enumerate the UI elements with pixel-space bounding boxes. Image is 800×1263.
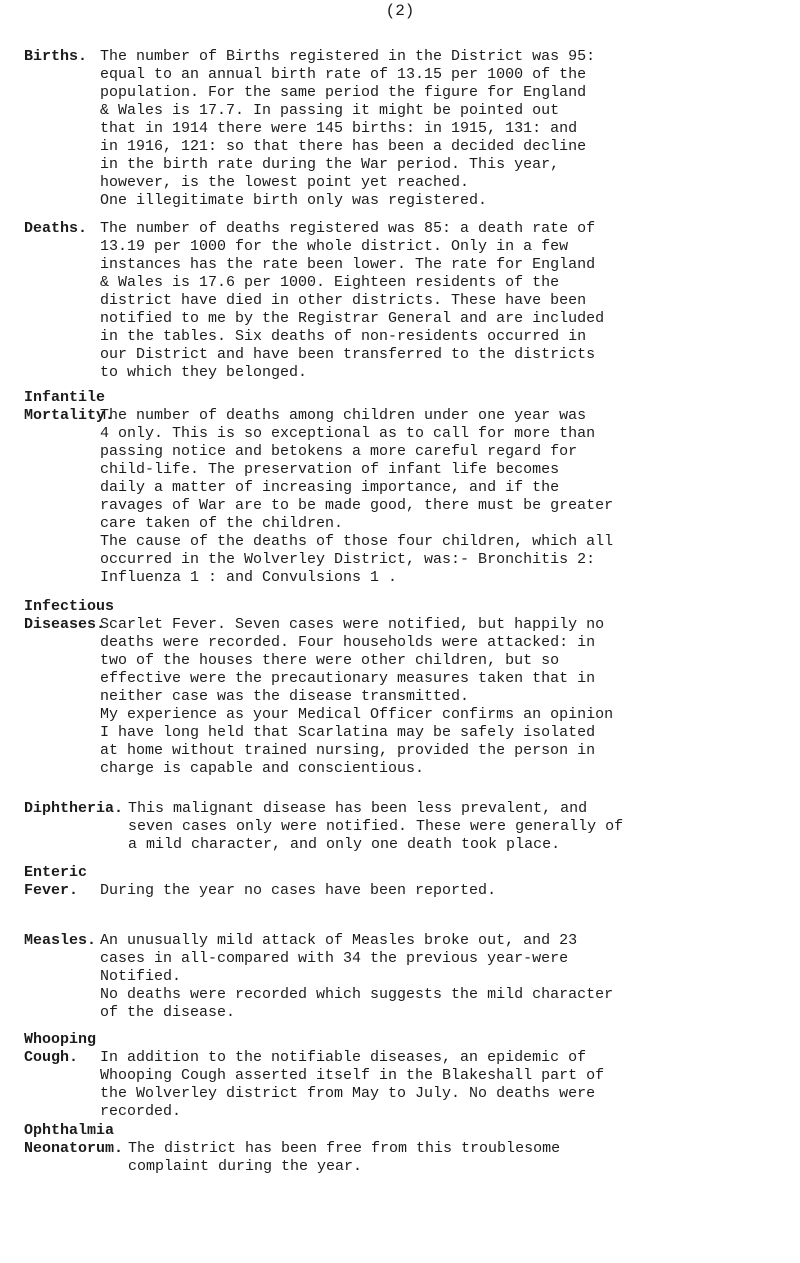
- section-text: An unusually mild attack of Measles broke out, and 23 cases in all-compared with 34 the previous year-were Notified. No deaths were recorded which suggests the mild character of the disease.: [100, 932, 614, 1021]
- section-label: Infectious Diseases.: [24, 598, 115, 633]
- page-number: (2): [385, 2, 415, 20]
- section-text: The number of deaths registered was 85: a death rate of 13.19 per 1000 for the whole district. Only in a few instances has the rate been lower. The rate for England & Wales is 17.6 per 1000. Eighteen residents of the district have died in other districts. These have been notified to me by the Registrar General and are included in the tables. Six deaths of non-residents occurred in our District and have been transferred to the districts to which they belonged.: [100, 220, 605, 381]
- section-text: The number of Births registered in the District was 95: equal to an annual birth rate of 13.15 per 1000 of the population. For the same period the figure for England & Wales is 17.7. In passing it might be pointed out that in 1914 there were 145 births: in 1915, 131: and in 1916, 121: so that there has been a decided decline in the birth rate during the War period. This year, however, is the lowest point yet reached. One illegitimate birth only was registered.: [100, 48, 596, 209]
- section-text: In addition to the notifiable diseases, an epidemic of Whooping Cough asserted itself in the Blakeshall part of the Wolverley district from May to July. No deaths were recorded.: [100, 1049, 605, 1120]
- section-text: The district has been free from this troublesome complaint during the year.: [128, 1140, 561, 1175]
- section-label: Births.: [24, 48, 88, 65]
- section-label: Whooping Cough.: [24, 1031, 97, 1066]
- section-text: During the year no cases have been reported.: [100, 882, 497, 899]
- section-label: Measles.: [24, 932, 97, 949]
- section-label: Deaths.: [24, 220, 88, 237]
- section-text: The number of deaths among children under one year was 4 only. This is so exceptional as to call for more than passing notice and betokens a more careful regard for child-life. The preservation of infant life becomes daily a matter of increasing importance, and if the ravages of War are to be made good, there must be greater care taken of the children. The cause of the deaths of those four children, which all occurred in the Wolverley District, was:- Bronchitis 2: Influenza 1 : and Convulsions 1 .: [100, 407, 614, 586]
- section-label: Enteric Fever.: [24, 864, 88, 899]
- section-text: This malignant disease has been less prevalent, and seven cases only were notified. These were generally of a mild character, and only one death took place.: [128, 800, 624, 853]
- section-label: Diphtheria.: [24, 800, 124, 817]
- section-label: Infantile Mortality.: [24, 389, 115, 424]
- section-text: Scarlet Fever. Seven cases were notified, but happily no deaths were recorded. Four households were attacked: in two of the houses there were other children, but so effective were the precautionary measures taken that in neither case was the disease transmitted. My experience as your Medical Officer confirms an opinion I have long held that Scarlatina may be safely isolated at home without trained nursing, provided the person in charge is capable and conscientious.: [100, 616, 614, 777]
- section-label: Ophthalmia Neonatorum.: [24, 1122, 124, 1157]
